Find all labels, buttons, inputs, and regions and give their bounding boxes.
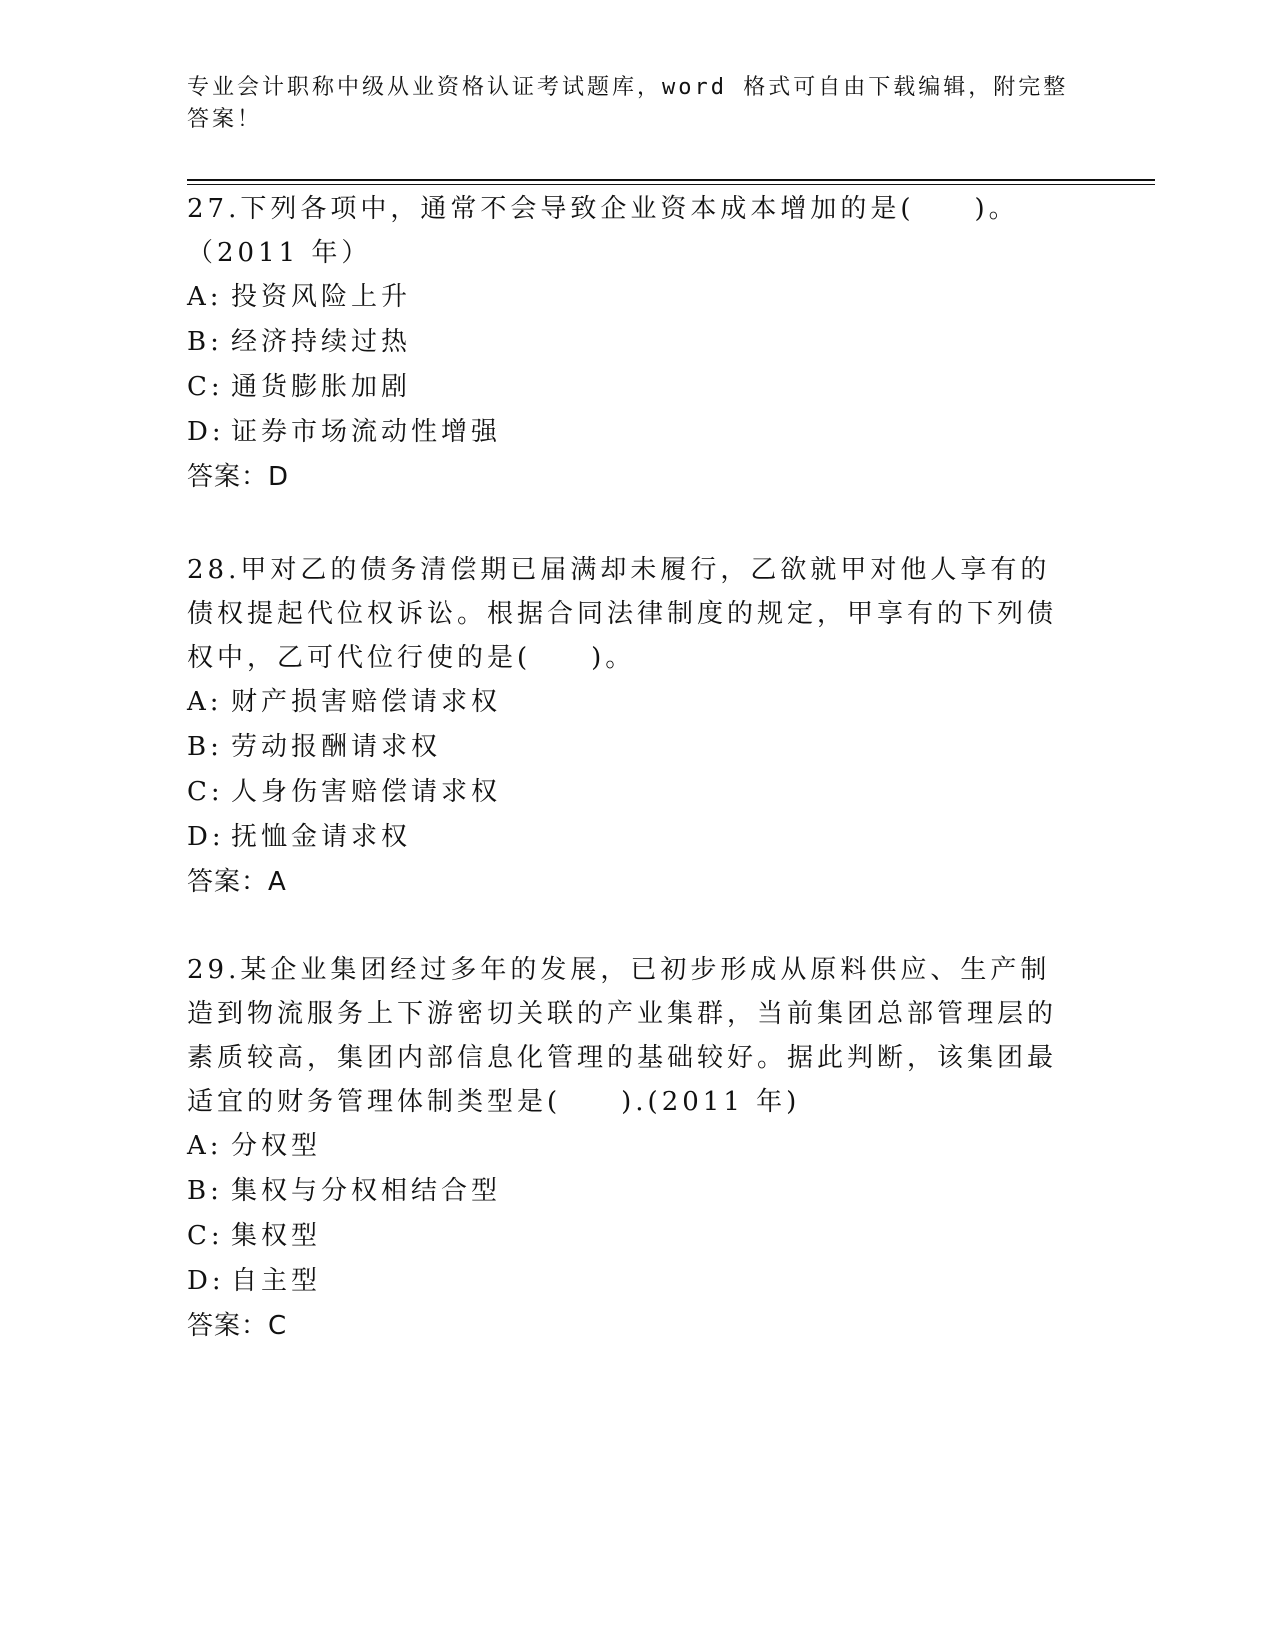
option-key: C: bbox=[187, 1221, 224, 1251]
option-key: D: bbox=[187, 822, 225, 852]
option-key: C: bbox=[187, 372, 224, 402]
option-key: A: bbox=[187, 1131, 223, 1161]
option-key: D: bbox=[187, 417, 225, 447]
option-a bbox=[187, 1124, 1077, 1169]
option-c bbox=[187, 365, 1077, 410]
option-text: 自主型 bbox=[231, 1266, 322, 1296]
option-a bbox=[187, 275, 1077, 320]
option-text: 集权与分权相结合型 bbox=[231, 1176, 502, 1206]
question-stem: 28.甲对乙的债务清偿期已届满却未履行，乙欲就甲对他人享有的债权提起代位权诉讼。根据合同法律制度的规定，甲享有的下列债权中，乙可代位行使的是( )。 bbox=[187, 555, 1058, 673]
option-d bbox=[187, 410, 1077, 455]
option-key: C: bbox=[187, 777, 224, 807]
option-text: 通货膨胀加剧 bbox=[231, 372, 412, 402]
option-a bbox=[187, 680, 1077, 725]
option-d bbox=[187, 1259, 1077, 1304]
answer-line: 答案：C bbox=[187, 1311, 288, 1341]
option-text: 证券市场流动性增强 bbox=[231, 417, 502, 447]
option-list bbox=[187, 1124, 1077, 1304]
question-27 bbox=[187, 187, 1077, 500]
option-key: D: bbox=[187, 1266, 225, 1296]
header-divider-thick bbox=[187, 179, 1155, 181]
option-text: 投资风险上升 bbox=[231, 282, 412, 312]
option-b bbox=[187, 320, 1077, 365]
option-key: B: bbox=[187, 732, 223, 762]
option-text: 劳动报酬请求权 bbox=[231, 732, 442, 762]
option-c bbox=[187, 1214, 1077, 1259]
option-text: 人身伤害赔偿请求权 bbox=[231, 777, 502, 807]
option-text: 分权型 bbox=[231, 1131, 322, 1161]
option-key: A: bbox=[187, 282, 223, 312]
question-29 bbox=[187, 948, 1077, 1349]
option-b bbox=[187, 725, 1077, 770]
question-stem: 29.某企业集团经过多年的发展，已初步形成从原料供应、生产制造到物流服务上下游密切关联的产业集群，当前集团总部管理层的素质较高，集团内部信息化管理的基础较好。据此判断，该集团最适宜的财务管理体制类型是( ).(2011 年) bbox=[187, 955, 1058, 1117]
option-key: A: bbox=[187, 687, 223, 717]
option-text: 集权型 bbox=[231, 1221, 322, 1251]
header-divider-thin bbox=[187, 184, 1155, 185]
option-key: B: bbox=[187, 327, 223, 357]
answer-line: 答案：D bbox=[187, 462, 290, 492]
option-c bbox=[187, 770, 1077, 815]
option-list bbox=[187, 275, 1077, 455]
option-key: B: bbox=[187, 1176, 223, 1206]
option-d bbox=[187, 815, 1077, 860]
option-list bbox=[187, 680, 1077, 860]
header-note: 专业会计职称中级从业资格认证考试题库，word 格式可自由下载编辑，附完整答案！ bbox=[187, 75, 1069, 132]
option-b bbox=[187, 1169, 1077, 1214]
option-text: 财产损害赔偿请求权 bbox=[231, 687, 502, 717]
question-stem: 27.下列各项中，通常不会导致企业资本成本增加的是( )。（2011 年） bbox=[187, 194, 1019, 268]
option-text: 抚恤金请求权 bbox=[231, 822, 412, 852]
option-text: 经济持续过热 bbox=[231, 327, 412, 357]
question-28 bbox=[187, 548, 1077, 905]
answer-line: 答案：A bbox=[187, 867, 287, 897]
